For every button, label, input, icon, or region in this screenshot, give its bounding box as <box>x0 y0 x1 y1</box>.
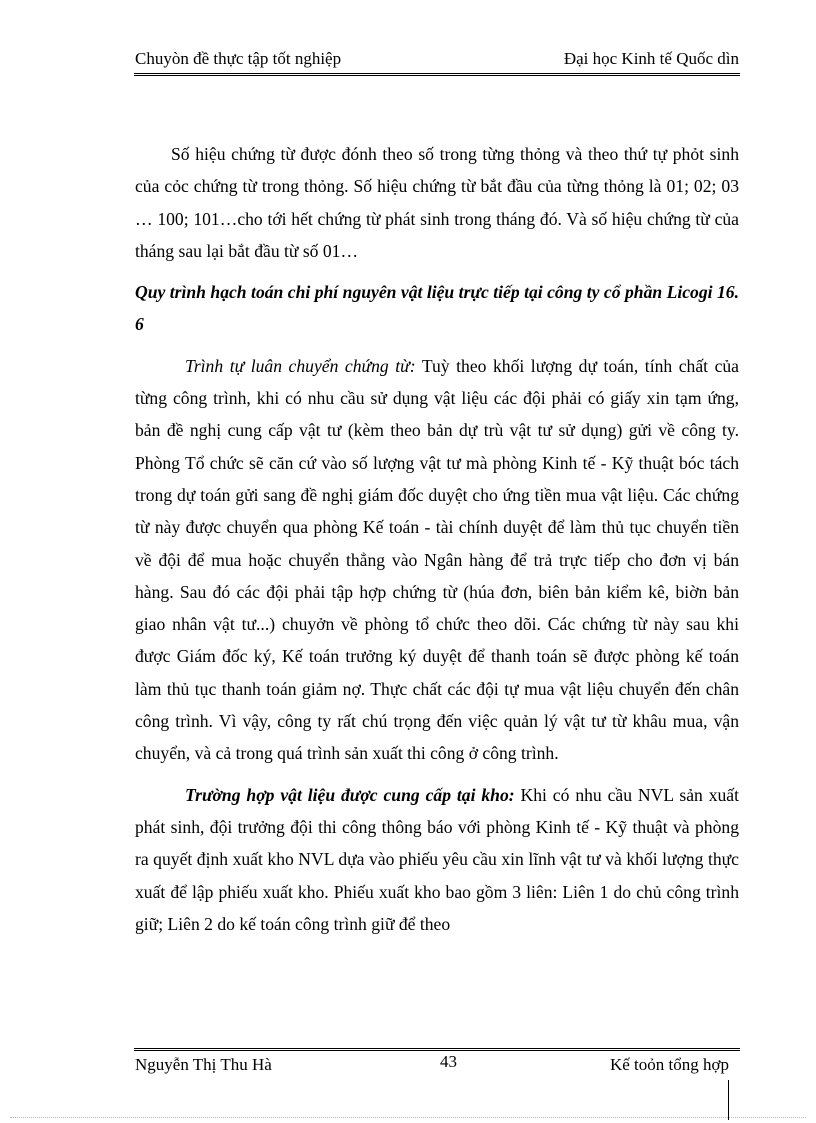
paragraph-3-text: Khi có nhu cầu NVL sản xuất phát sinh, đội trưởng đội thi công thông báo với phòng Kinh tế - Kỹ thuật và phòng ra quyết định xuất kho NVL dựa vào phiếu yêu cầu xin lĩnh vật tư và khối lượng thực xuất để lập phiếu xuất kho. Phiếu xuất kho bao gồm 3 liên: Liên 1 do chủ công trình giữ; Liên 2 do kế toán công trình giữ để theo <box>135 784 739 934</box>
paragraph-2 <box>135 350 739 770</box>
footer-right-title: Kế toỏn tổng hợp <box>609 1055 729 1074</box>
header-left-title: Chuyòn đề thực tập tốt nghiệp <box>135 49 342 68</box>
header-right-title: Đại học Kinh tế Quốc dìn <box>563 49 739 68</box>
page-footer <box>135 1052 739 1077</box>
header-rule <box>134 73 740 76</box>
footer-rule <box>134 1048 740 1051</box>
paragraph-2-text: Tuỳ theo khối lượng dự toán, tính chất của từng công trình, khi có nhu cầu sử dụng vật liệu các đội phải có giấy xin tạm ứng, bản đề nghị cung cấp vật tư (kèm theo bản dự trù vật tư sử dụng) gửi về công ty. Phòng Tổ chức sẽ căn cứ vào số lượng vật tư mà phòng Kinh tế - Kỹ thuật bóc tách trong dự toán gửi sang đề nghị giám đốc duyệt cho ứng tiền mua vật liệu. Các chứng từ này được chuyển qua phòng Kế toán - tài chính duyệt để làm thủ tục chuyển tiền về đội để mua hoặc chuyển thẳng vào Ngân hàng để trả trực tiếp cho đơn vị bán hàng. Sau đó các đội phải tập hợp chứng từ (húa đơn, biên bản kiểm kê, biờn bản giao nhân vật tư...) chuyởn về phòng tổ chức theo dõi. Các chứng từ này sau khi được Giám đốc ký, Kế toán trưởng ký duyệt để thanh toán sẽ được phòng kế toán làm thủ tục thanh toán giảm nợ. Thực chất các đội tự mua vật liệu chuyển đến chân công trình. Vì vậy, công ty rất chú trọng đến việc quản lý vật tư từ khâu mua, vận chuyển, và cả trong quá trình sản xuất thi công ở công trình. <box>135 355 739 764</box>
paragraph-3 <box>135 779 739 940</box>
paragraph-3-lead: Trường hợp vật liệu được cung cấp tại kho: <box>185 784 515 805</box>
page-number: 43 <box>440 1052 457 1071</box>
paragraph-1: Số hiệu chứng từ được đónh theo số trong từng thỏng và theo thứ tự phỏt sinh của cỏc chứng từ trong thỏng. Số hiệu chứng từ bắt đầu của từng thỏng là 01; 02; 03 … 100; 101…cho tới hết chứng từ phát sinh trong tháng đó. Và số hiệu chứng từ của tháng sau lại bắt đầu từ số 01… <box>135 144 739 261</box>
footer-side-rule <box>728 1080 729 1120</box>
page-bottom-dotted-line <box>10 1117 806 1118</box>
page-header <box>135 49 739 71</box>
paragraph-2-lead: Trình tự luân chuyển chứng từ: <box>185 355 416 376</box>
section-heading: Quy trình hạch toán chi phí nguyên vật liệu trực tiếp tại công ty cổ phần Licogi 16. 6 <box>135 282 739 335</box>
body-text <box>135 138 739 940</box>
footer-author: Nguyễn Thị Thu Hà <box>135 1055 272 1074</box>
